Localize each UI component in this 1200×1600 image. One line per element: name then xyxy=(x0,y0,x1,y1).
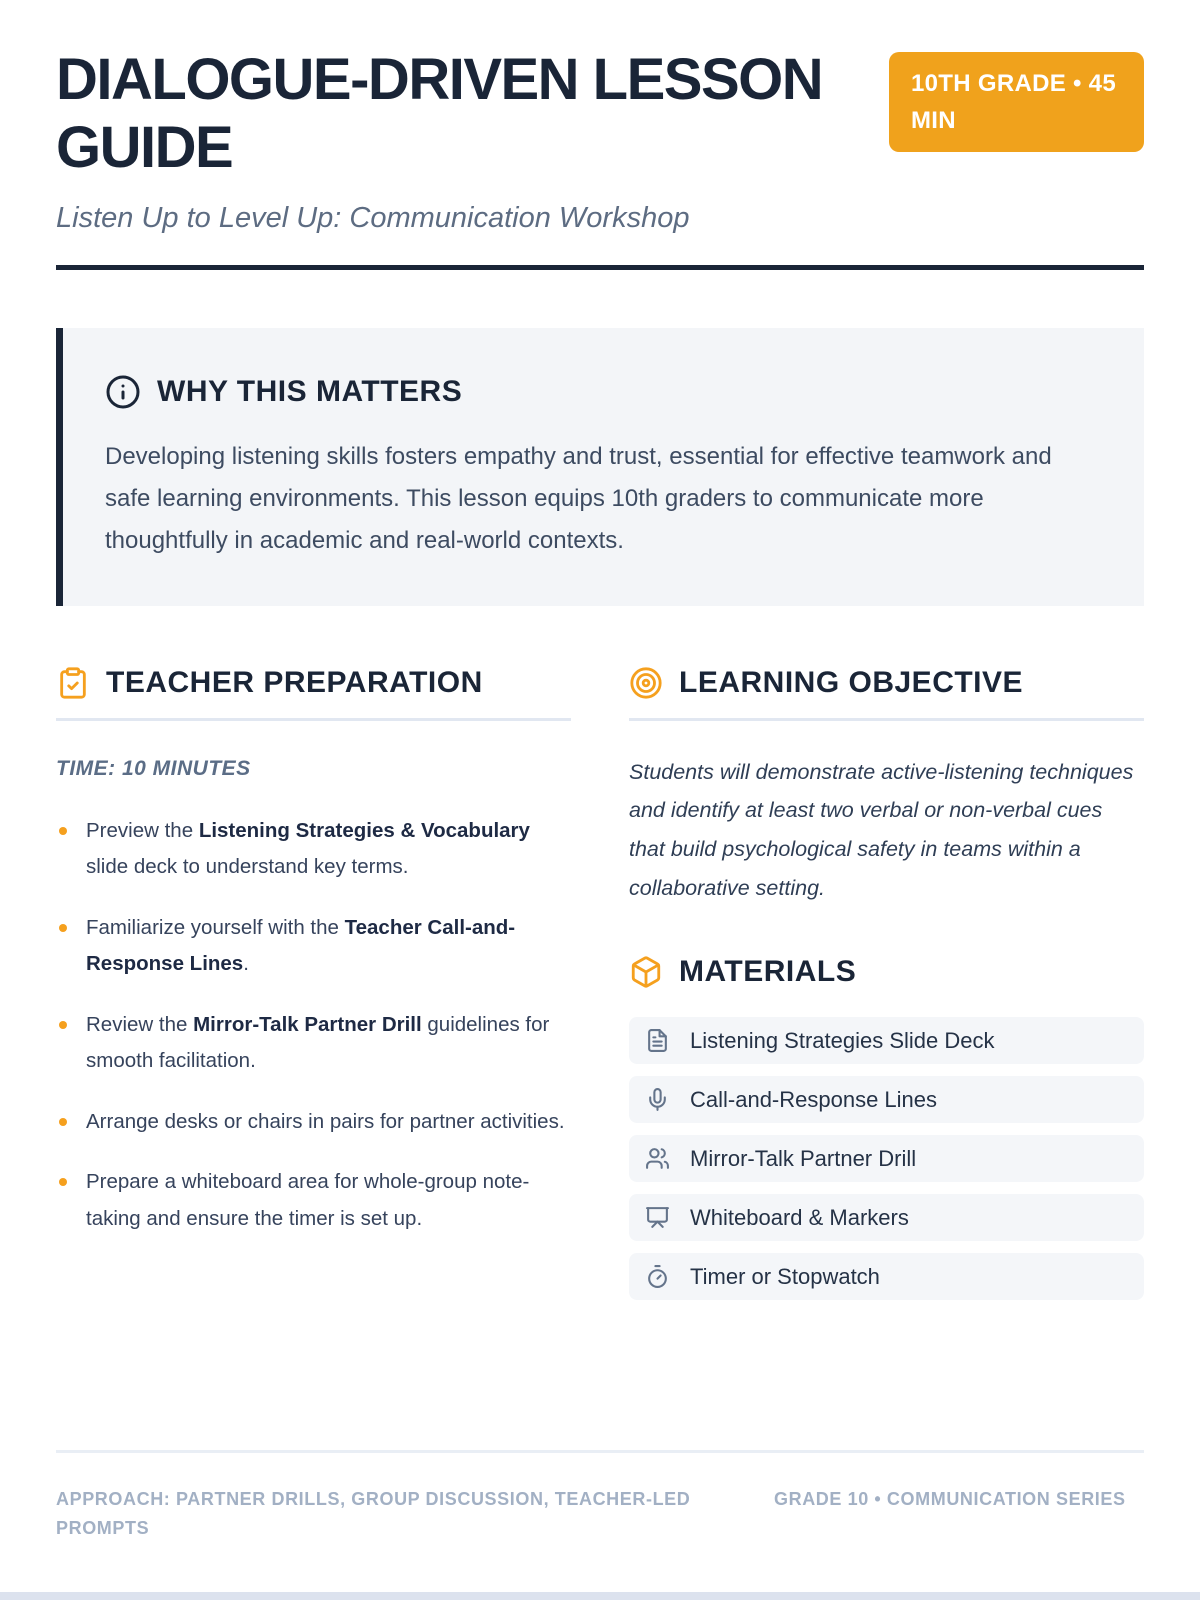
content-columns xyxy=(56,666,1144,1313)
objective-title: LEARNING OBJECTIVE xyxy=(679,665,1024,699)
bottom-accent-bar xyxy=(0,1592,1200,1600)
material-row xyxy=(629,1017,1144,1064)
material-row xyxy=(629,1076,1144,1123)
materials-title: MATERIALS xyxy=(679,955,857,989)
material-row xyxy=(629,1135,1144,1182)
material-label: Mirror-Talk Partner Drill xyxy=(690,1145,917,1171)
footer-series: GRADE 10 • COMMUNICATION SERIES xyxy=(774,1488,1126,1509)
preparation-heading xyxy=(56,666,571,700)
material-label: Call-and-Response Lines xyxy=(690,1086,938,1112)
package-icon xyxy=(629,955,663,989)
preparation-title: TEACHER PREPARATION xyxy=(106,665,483,699)
page-subtitle: Listen Up to Level Up: Communication Workshop xyxy=(56,201,690,234)
footer-divider xyxy=(56,1450,1144,1453)
timer-icon xyxy=(645,1264,670,1289)
material-row xyxy=(629,1253,1144,1300)
objective-divider xyxy=(629,718,1144,721)
footer-approach: APPROACH: PARTNER DRILLS, GROUP DISCUSSION, TEACHER-LED PROMPTS xyxy=(56,1488,691,1539)
materials-section xyxy=(629,955,1144,1300)
materials-list xyxy=(629,1017,1144,1300)
header xyxy=(56,46,1144,182)
info-icon xyxy=(105,374,141,410)
why-heading xyxy=(105,374,1102,410)
target-icon xyxy=(629,666,663,700)
footer-meta xyxy=(56,1485,1144,1544)
whiteboard-icon xyxy=(645,1205,670,1230)
grade-duration-badge: 10TH GRADE • 45 MIN xyxy=(889,52,1144,152)
document-icon xyxy=(645,1028,670,1053)
time-label: TIME: 10 MINUTES xyxy=(56,756,251,780)
teacher-preparation-section xyxy=(56,666,571,1261)
clipboard-check-icon xyxy=(56,666,90,700)
why-title: WHY THIS MATTERS xyxy=(157,374,463,408)
prep-item: Arrange desks or chairs in pairs for partner activities. xyxy=(56,1104,571,1140)
preparation-divider xyxy=(56,718,571,721)
why-body: Developing listening skills fosters empathy and trust, essential for effective teamwork and safe learning environments. This lesson equips 10th graders to communicate more thoughtfully in academic and real-world contexts. xyxy=(105,442,1052,554)
objective-heading xyxy=(629,666,1144,700)
prep-item: Prepare a whiteboard area for whole-group note-taking and ensure the timer is set up. xyxy=(56,1164,571,1237)
materials-heading xyxy=(629,955,1144,989)
right-column xyxy=(629,666,1144,1313)
users-icon xyxy=(645,1146,670,1171)
prep-item: Familiarize yourself with the Teacher Call-and-Response Lines. xyxy=(56,910,571,983)
objective-body: Students will demonstrate active-listening techniques and identify at least two verbal or non-verbal cues that build psychological safety in teams within a collaborative setting. xyxy=(629,759,1134,900)
prep-item: Preview the Listening Strategies & Vocabulary slide deck to understand key terms. xyxy=(56,813,571,886)
material-label: Listening Strategies Slide Deck xyxy=(690,1027,995,1053)
material-row xyxy=(629,1194,1144,1241)
prep-item: Review the Mirror-Talk Partner Drill guidelines for smooth facilitation. xyxy=(56,1007,571,1080)
header-rule xyxy=(56,265,1144,270)
material-label: Timer or Stopwatch xyxy=(690,1263,880,1289)
learning-objective-section xyxy=(629,666,1144,908)
material-label: Whiteboard & Markers xyxy=(690,1204,909,1230)
footer xyxy=(56,1410,1144,1544)
prep-list xyxy=(56,813,571,1237)
page-title: DIALOGUE-DRIVEN LESSON GUIDE xyxy=(56,47,823,180)
why-this-matters-panel xyxy=(56,328,1144,606)
microphone-icon xyxy=(645,1087,670,1112)
